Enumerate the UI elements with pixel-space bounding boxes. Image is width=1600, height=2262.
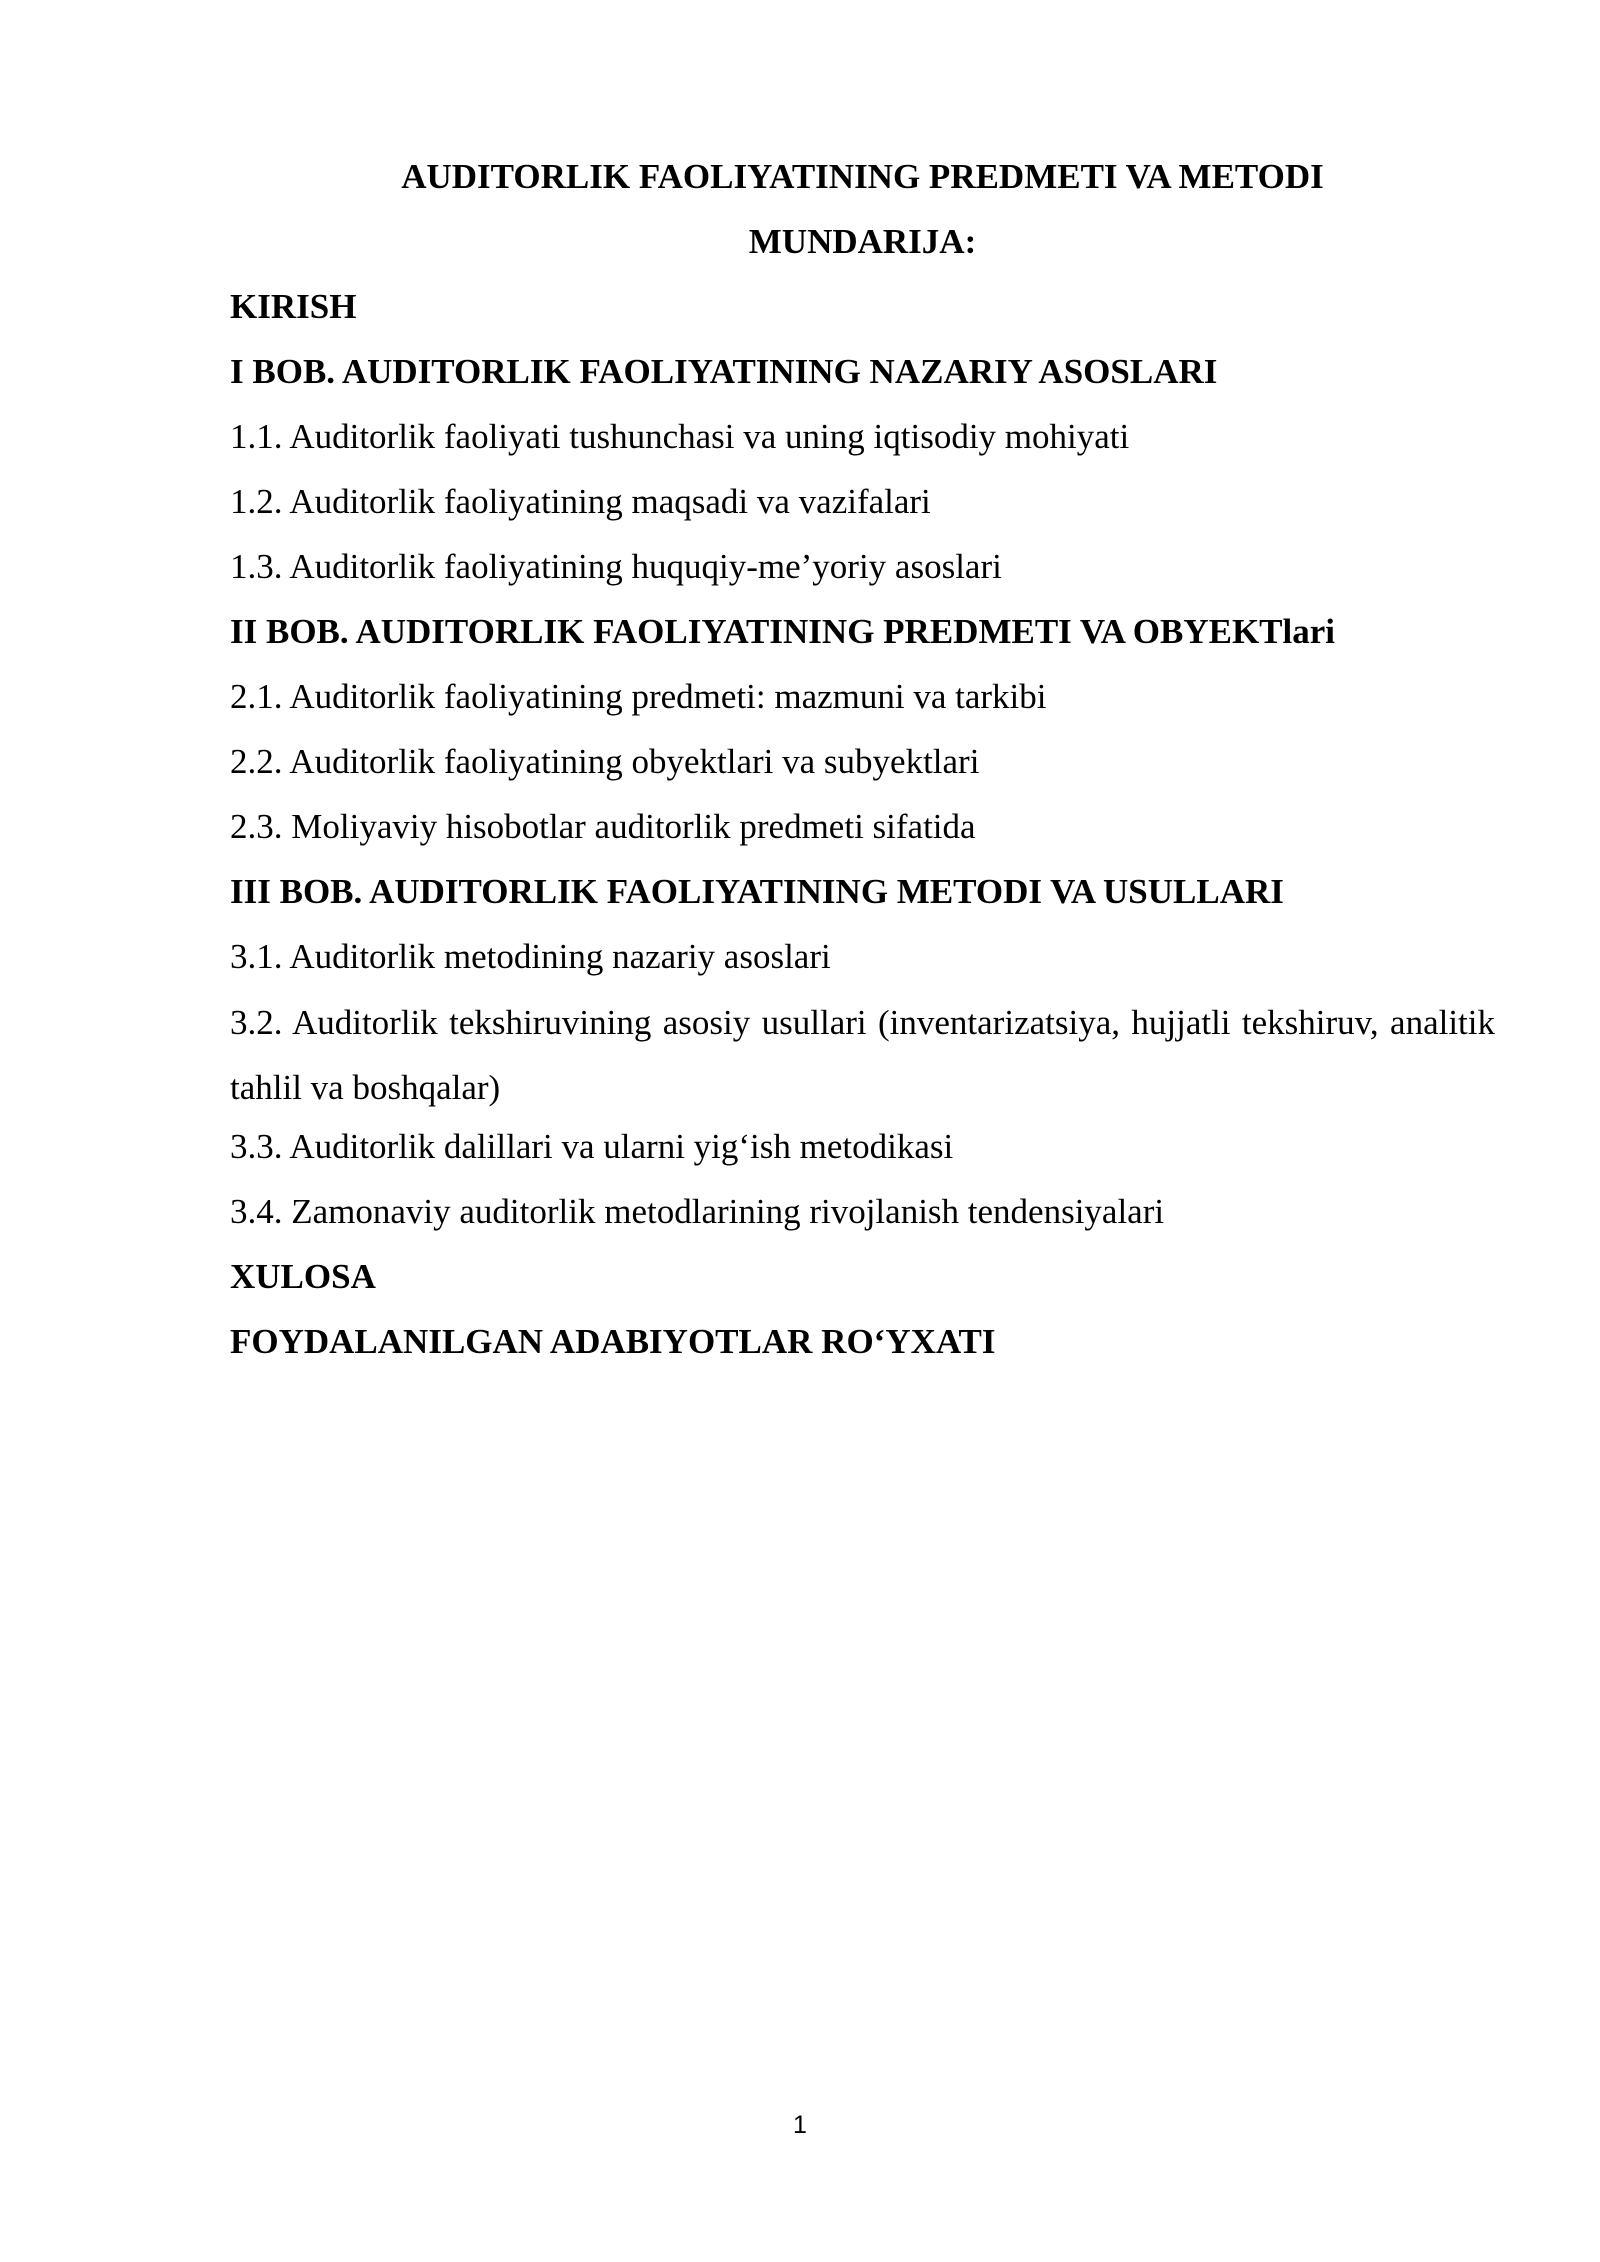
page-number: 1 [793,2111,807,2139]
document-title: AUDITORLIK FAOLIYATINING PREDMETI VA METODI [401,157,1324,196]
toc-chapter-1: I BOB. AUDITORLIK FAOLIYATINING NAZARIY ASOSLARI [230,352,1218,391]
table-of-contents-heading: MUNDARIJA: [748,222,977,261]
toc-section-3-3: 3.3. Auditorlik dalillari va ularni yig‘ish metodikasi [230,1127,954,1166]
toc-section-2-1: 2.1. Auditorlik faoliyatining predmeti: mazmuni va tarkibi [230,677,1047,716]
toc-section-3-2: 3.2. Auditorlik tekshiruvining asosiy usullari (inventarizatsiya, hujjatli tekshiruv, analitik tahlil va boshqalar) [230,1003,1495,1107]
toc-references: FOYDALANILGAN ADABIYOTLAR RO‘YXATI [230,1322,996,1361]
table-of-contents [230,280,1495,1380]
toc-entry-introduction: KIRISH [230,287,357,326]
toc-section-3-4: 3.4. Zamonaviy auditorlik metodlarining rivojlanish tendensiyalari [230,1192,1165,1231]
toc-chapter-2: II BOB. AUDITORLIK FAOLIYATINING PREDMETI VA OBYEKTlari [230,612,1336,651]
toc-conclusion: XULOSA [230,1257,376,1296]
toc-section-2-3: 2.3. Moliyaviy hisobotlar auditorlik predmeti sifatida [230,807,976,846]
toc-section-1-2: 1.2. Auditorlik faoliyatining maqsadi va vazifalari [230,482,931,521]
toc-chapter-3: III BOB. AUDITORLIK FAOLIYATINING METODI VA USULLARI [230,872,1284,911]
toc-section-3-1: 3.1. Auditorlik metodining nazariy asoslari [230,937,831,976]
toc-section-2-2: 2.2. Auditorlik faoliyatining obyektlari va subyektlari [230,742,980,781]
toc-section-1-1: 1.1. Auditorlik faoliyati tushunchasi va uning iqtisodiy mohiyati [230,417,1130,456]
toc-section-1-3: 1.3. Auditorlik faoliyatining huquqiy-me’yoriy asoslari [230,547,1002,586]
